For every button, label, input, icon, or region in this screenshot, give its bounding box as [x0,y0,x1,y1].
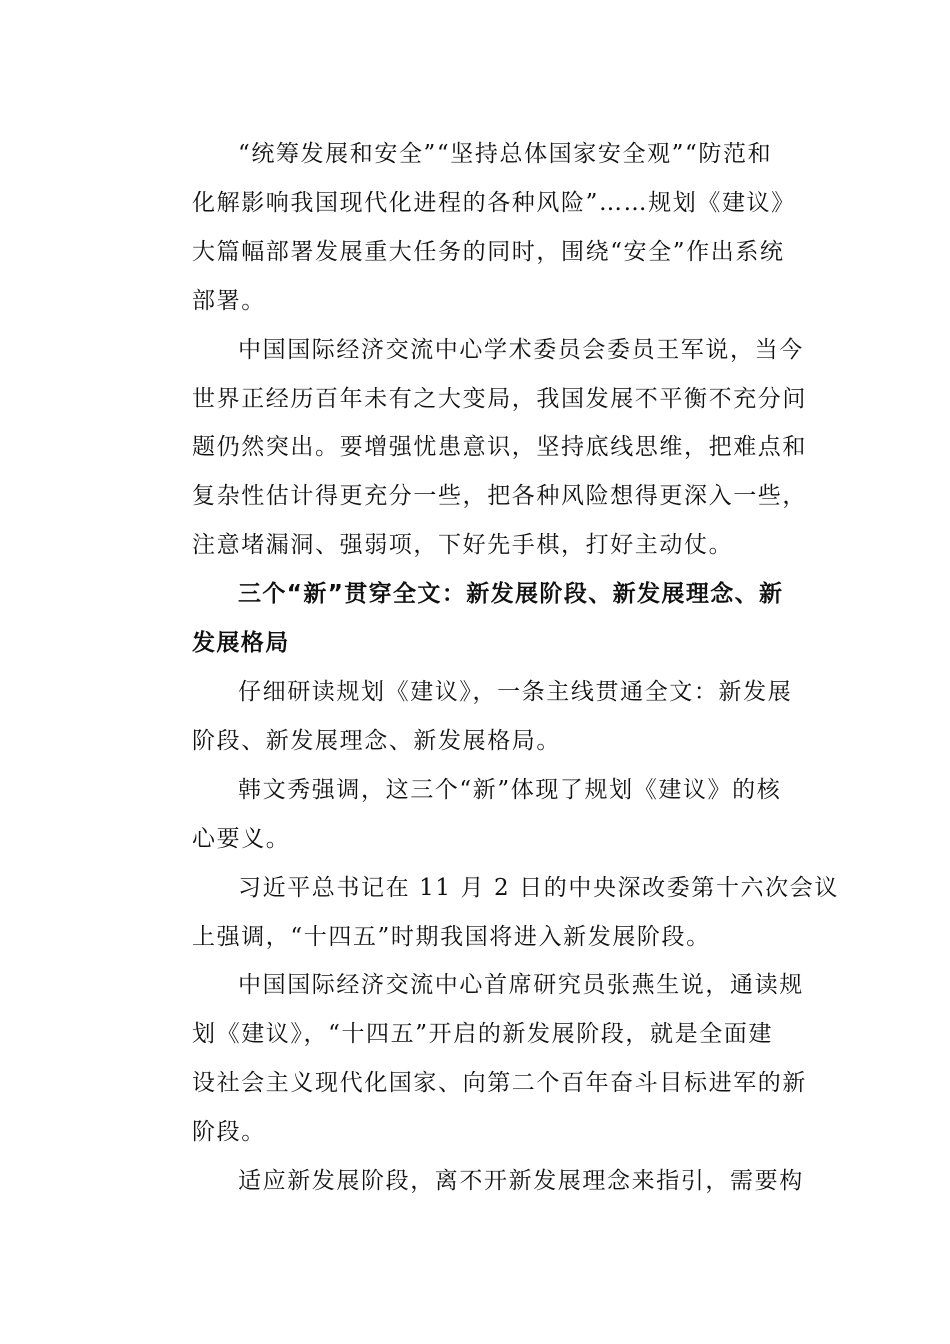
text-line: 划《建议》，“十四五”开启的新发展阶段，就是全面建 [192,1021,774,1048]
paragraph-zhang-yansheng [146,961,806,1157]
text-line: 中国国际经济交流中心首席研究员张燕生说，通读规 [238,972,804,999]
text-line: “统筹发展和安全”“坚持总体国家安全观”“防范和 [238,141,773,167]
heading-line: 三个“新”贯穿全文：新发展阶段、新发展理念、新 [238,581,784,608]
text-line: 心要义。 [192,825,291,852]
text-line: 习近平总书记在 11 月 2 日的中央深改委第十六次会议 [238,874,839,901]
text-line: 世界正经历百年未有之大变局，我国发展不平衡不充分问 [192,385,807,412]
text-line: 阶段、新发展理念、新发展格局。 [192,727,561,754]
paragraph-security [146,130,806,326]
text-line: 韩文秀强调，这三个“新”体现了规划《建议》的核 [238,776,782,803]
section-heading [146,570,806,668]
document-page [146,130,839,1206]
text-line: 仔细研读规划《建议》，一条主线贯通全文：新发展 [238,678,793,705]
text-line: 适应新发展阶段，离不开新发展理念来指引，需要构 [238,1168,804,1195]
text-line: 化解影响我国现代化进程的各种风险”……规划《建议》 [192,189,796,216]
paragraph-wang-jun [146,326,806,571]
paragraph-adapt [146,1157,806,1206]
heading-line: 发展格局 [192,630,290,657]
paragraph-han-wenxiu [146,766,806,864]
paragraph-main-thread [146,668,806,766]
text-line: 复杂性估计得更充分一些，把各种风险想得更深入一些， [192,483,807,510]
text-line: 上强调，“十四五”时期我国将进入新发展阶段。 [192,923,711,950]
text-line: 阶段。 [192,1119,266,1146]
text-line: 题仍然突出。要增强忧患意识，坚持底线思维，把难点和 [192,434,807,461]
paragraph-xi-jinping [146,864,839,962]
text-line: 中国国际经济交流中心学术委员会委员王军说，当今 [238,336,804,363]
text-line: 注意堵漏洞、强弱项，下好先手棋，打好主动仗。 [192,532,734,559]
text-line: 部署。 [192,287,266,314]
text-line: 设社会主义现代化国家、向第二个百年奋斗目标进军的新 [192,1070,807,1097]
text-line: 大篇幅部署发展重大任务的同时，围绕“安全”作出系统 [192,238,785,265]
